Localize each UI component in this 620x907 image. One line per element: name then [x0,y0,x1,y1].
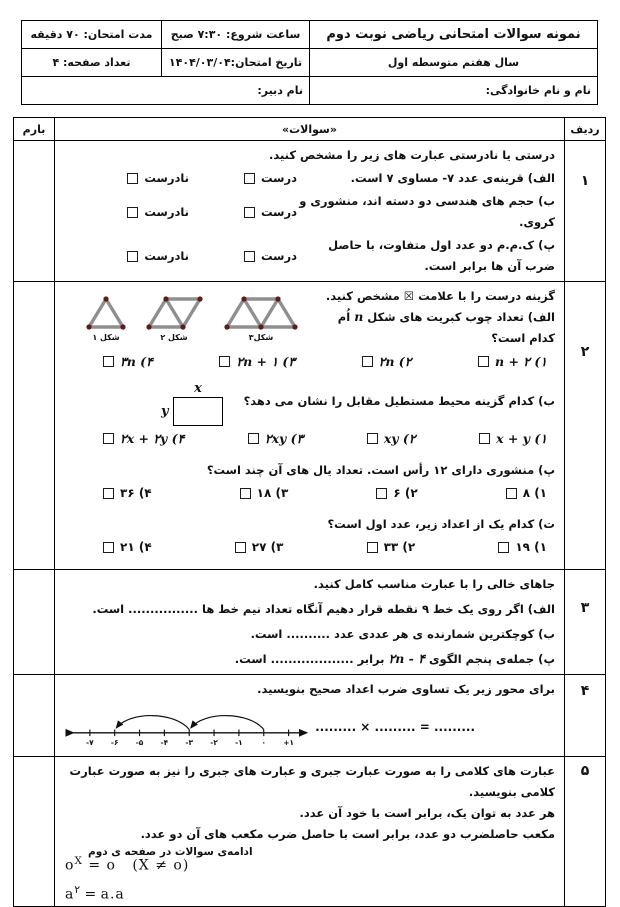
number-line [65,702,315,752]
tick-minus1: -۱ [235,738,243,748]
exam-grade: سال هفتم متوسطه اول [310,49,598,77]
figure-3-label: شکل۳ [248,333,274,342]
q2p-option-2: ۶ (۲ [376,486,417,500]
q2p-option-1: ۸ (۱ [506,486,547,500]
q1p-false-checkbox[interactable] [127,251,138,262]
question-row-4 [14,675,606,757]
q2p-option-4-checkbox[interactable] [103,488,114,499]
matchstick-figures [77,288,315,344]
rectangle-figure [161,381,239,426]
false-label: نادرست [144,204,189,219]
q2t-option-3-checkbox[interactable] [235,542,246,553]
question-3-intro: جاهای خالی را با عبارت مناسب کامل کنید. [313,577,555,591]
rectangle-shape [173,397,223,426]
true-label: درست [260,204,297,219]
exam-duration: مدت امتحان: ۷۰ دقیقه [22,21,162,49]
jump-arc-minus3-to-minus6 [116,716,189,730]
q5-formula-2: $a^۲ = a.a$ [65,883,125,903]
q2b-option-3-checkbox[interactable] [248,433,259,444]
q2b-option-2-checkbox[interactable] [367,433,378,444]
student-name-label: نام و نام خانوادگی: [310,77,598,105]
tick-zero: ۰ [261,738,267,748]
q2b-option-1-checkbox[interactable] [479,433,490,444]
question-row-2 [14,282,606,570]
question-4-body [55,675,565,757]
tick-plus1: +۱ [283,738,294,748]
question-2-number: ۲ [565,282,606,570]
q2b-option-4-checkbox[interactable] [103,433,114,444]
q1-statement-p: پ) ک.م.م دو عدد اول متفاوت، با حاصل ضرب آن ها برابر است. [328,238,555,273]
q3-item-b: ب) کوچکترین شمارنده ی هر عددی عدد .......... است. [250,627,555,641]
exam-title: نمونه سوالات امتحانی ریاضی نوبت دوم [310,21,598,49]
question-5-body [55,757,565,907]
tick-minus4: -۴ [160,738,169,748]
question-3-number: ۳ [565,570,606,675]
q2a-options [61,352,555,371]
q3-item-p: پ) جمله‌ی پنجم الگوی ۲n - ۴ برابر ................... است. [234,651,555,666]
q2b-option-2: xy (۲ [367,431,416,446]
rect-width-label: x [194,381,202,396]
q2a-option-3-checkbox[interactable] [219,356,230,367]
tick-minus3: -۳ [185,738,194,748]
exam-header-table [21,20,598,105]
q2a-option-2: ۲n (۲ [362,354,412,369]
q2a-option-4: ۳n (۴ [103,354,153,369]
q4-score-cell [14,675,55,757]
q2p-option-2-checkbox[interactable] [376,488,387,499]
q3-score-cell [14,570,55,675]
q1a-true-checkbox[interactable] [244,173,255,184]
page-count: تعداد صفحه: ۴ [22,49,162,77]
q2-part-b-text: ب) کدام گزینه محیط مستطیل مقابل را نشان می دهد؟ [243,394,555,408]
q2t-option-2: ۳۳ (۲ [367,540,416,554]
tick-minus5: -۵ [135,738,144,748]
q1-item-a [61,168,555,189]
table-header-row [14,118,606,141]
tick-minus2: -۲ [210,738,218,748]
q2a-option-4-checkbox[interactable] [103,356,114,367]
q1-item-p [61,235,555,277]
question-4-number: ۴ [565,675,606,757]
q2a-option-1-checkbox[interactable] [478,356,489,367]
false-label: نادرست [144,171,189,185]
q1-statement-b: ب) حجم های هندسی دو دسته اند، منشوری و کروی. [299,194,555,229]
exam-date: تاریخ امتحان:۱۴۰۴/۰۳/۰۴ [162,49,310,77]
variable-n: n [354,309,364,324]
q5-statement-2: مکعب حاصلضرب دو عدد، برابر است با حاصل ضرب مکعب های آن دو عدد. [140,827,555,841]
q2-part-p-text: پ) منشوری دارای ۱۲ رأس است. تعداد یال های آن چند است؟ [206,463,555,477]
q2-score-cell [14,282,55,570]
question-2-body [55,282,565,570]
question-5-number: ۵ [565,757,606,907]
q5-score-cell [14,757,55,907]
q2p-option-3-checkbox[interactable] [240,488,251,499]
true-label: درست [260,171,297,185]
questions-table [13,117,606,907]
q1-score-cell [14,141,55,282]
row-number-header: ردیف [565,118,606,141]
q2p-option-1-checkbox[interactable] [506,488,517,499]
figure-1-label: شکل ۱ [92,333,120,342]
q5-statement-1: هر عدد به توان یک، برابر است با خود آن عدد. [299,806,555,820]
question-row-1 [14,141,606,282]
q2b-options [61,429,555,448]
q2t-option-2-checkbox[interactable] [367,542,378,553]
questions-header: «سوالات» [55,118,565,141]
q5-formula-1: $o^X = o$ (X ≠ o) [65,855,190,874]
multiplication-blank-equation: ......... × ......... = ......... [315,719,475,734]
q2t-options [61,538,555,556]
q2t-option-4: ۲۱ (۴ [103,540,152,554]
question-row-5 [14,757,606,907]
q2b-option-4: ۲x + ۲y (۴ [103,431,184,446]
q1-statement-a: الف) قرینه‌ی عدد ۷- مساوی ۷ است. [350,171,555,185]
question-1-intro: درستی یا نادرستی عبارت های زیر را مشخص کنید. [268,148,555,162]
q1p-true-checkbox[interactable] [244,251,255,262]
q1a-false-checkbox[interactable] [127,173,138,184]
rect-height-label: y [161,404,169,419]
q2b-option-3: ۲xy (۳ [248,431,303,446]
tick-minus6: -۶ [110,738,119,748]
q1-item-b [61,191,555,233]
question-4-text: برای محور زیر یک تساوی ضرب اعداد صحیح بنویسید. [257,682,555,696]
q2t-option-1-checkbox[interactable] [498,542,509,553]
question-1-number: ۱ [565,141,606,282]
q2b-option-1: x + y (۱ [479,431,547,446]
q3-item-a: الف) اگر روی یک خط ۹ نقطه قرار دهیم آنگاه تعداد نیم خط ها ................ است. [92,602,555,616]
q1b-false-checkbox[interactable] [127,207,138,218]
true-label: درست [260,248,297,263]
false-label: نادرست [144,248,189,263]
start-time: ساعت شروع: ۷:۳۰ صبح [162,21,310,49]
question-1-body [55,141,565,282]
q2a-option-2-checkbox[interactable] [362,356,373,367]
figure-2-label: شکل ۲ [160,333,188,342]
q2-part-a-text: الف) تعداد چوب کبریت های شکل n اُم کدام است؟ [337,309,555,345]
q2p-option-4: ۳۶ (۴ [103,486,152,500]
question-3-body [55,570,565,675]
q2p-option-3: ۱۸ (۳ [240,486,289,500]
q2p-options [61,484,555,502]
question-5-intro: عبارت های کلامی را به صورت عبارت جبری و عبارت های جبری را نیز به صورت عبارت کلامی بنویسید. [69,764,555,799]
q2t-option-3: ۲۷ (۳ [235,540,284,554]
pattern-formula: ۲n - ۴ [388,651,425,666]
continued-on-next-page-note: ادامه‌ی سوالات در صفحه ی دوم [88,846,253,858]
question-2-intro: گزینه درست را با علامت ☒ مشخص کنید. [325,289,555,303]
q2a-option-1: n + ۲ (۱ [478,354,547,369]
q2-part-t-text: ت) کدام یک از اعداد زیر، عدد اول است؟ [327,517,555,531]
question-row-3 [14,570,606,675]
q2t-option-1: ۱۹ (۱ [498,540,547,554]
q2t-option-4-checkbox[interactable] [103,542,114,553]
q1b-true-checkbox[interactable] [244,207,255,218]
teacher-name-label: نام دبیر: [22,77,310,105]
q2a-option-3: ۲n + ۱ (۳ [219,354,295,369]
score-header: بارم [14,118,55,141]
jump-arc-0-to-minus3 [191,716,264,730]
tick-minus7: -۷ [86,738,94,748]
